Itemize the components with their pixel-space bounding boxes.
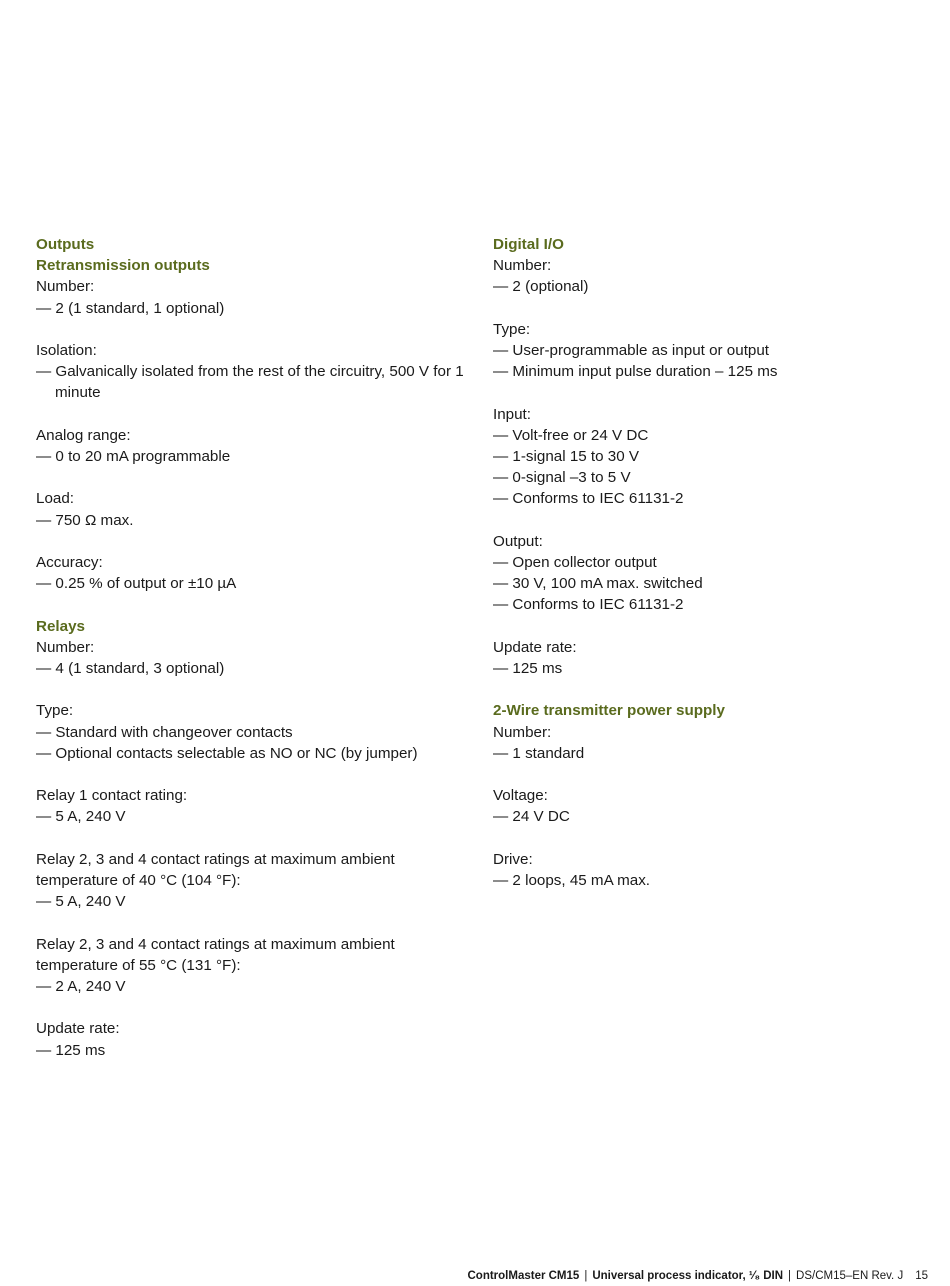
subheading-retransmission-outputs: Retransmission outputs (36, 257, 210, 275)
right-column (493, 234, 913, 891)
digital-output-label: Output: (493, 532, 543, 550)
relay234-40c-label: Relay 2, 3 and 4 contact ratings at maximum ambient temperature of 40 °C (104 °F): (36, 850, 395, 889)
digital-number-label: Number: (493, 257, 552, 275)
subheading-relays: Relays (36, 617, 85, 635)
retrans-load-value: — 750 Ω max. (36, 511, 134, 529)
footer-description: Universal process indicator, ¹⁄₈ DIN (592, 1270, 784, 1282)
footer-separator: | (788, 1270, 792, 1282)
digital-output-value: — Conforms to IEC 61131-2 (493, 596, 684, 614)
retrans-analog-value: — 0 to 20 mA programmable (36, 448, 231, 465)
section-heading-transmitter-power: 2-Wire transmitter power supply (493, 702, 725, 720)
digital-input-value: — 0-signal –3 to 5 V (493, 469, 631, 487)
retrans-isolation-value: — Galvanically isolated from the rest of the circuitry, 500 V for 1 minute (36, 363, 464, 402)
relays-number-label: Number: (36, 638, 95, 656)
retrans-accuracy-value: — 0.25 % of output or ±10 µA (36, 575, 237, 593)
relay1-rating-value: — 5 A, 240 V (36, 808, 126, 826)
left-column (36, 234, 476, 1061)
retrans-number-value: — 2 (1 standard, 1 optional) (36, 299, 225, 317)
retrans-load-label: Load: (36, 490, 75, 508)
tx-number-value: — 1 standard (493, 744, 585, 762)
digital-output-value: — 30 V, 100 mA max. switched (493, 575, 703, 593)
retrans-accuracy-label: Accuracy: (36, 553, 103, 571)
digital-update-label: Update rate: (493, 638, 577, 656)
relays-update-label: Update rate: (36, 1020, 120, 1038)
relays-update-value: — 125 ms (36, 1041, 106, 1059)
digital-type-value: — User-programmable as input or output (493, 342, 770, 359)
digital-input-label: Input: (493, 405, 531, 423)
relay1-rating-label: Relay 1 contact rating: (36, 787, 188, 805)
digital-output-value: — Open collector output (493, 554, 657, 571)
digital-number-value: — 2 (optional) (493, 278, 589, 296)
tx-drive-label: Drive: (493, 850, 533, 868)
relay234-55c-label: Relay 2, 3 and 4 contact ratings at maximum ambient temperature of 55 °C (131 °F): (36, 935, 395, 974)
footer-product: ControlMaster CM15 (467, 1270, 580, 1282)
section-heading-digital-io: Digital I/O (493, 236, 564, 253)
digital-input-value: — Conforms to IEC 61131-2 (493, 490, 684, 508)
page-footer (467, 1270, 928, 1282)
relays-type-value: — Standard with changeover contacts (36, 723, 293, 741)
relays-type-label: Type: (36, 702, 74, 720)
footer-separator: | (584, 1270, 588, 1282)
retrans-analog-label: Analog range: (36, 426, 131, 444)
digital-type-label: Type: (493, 320, 531, 338)
tx-drive-value: — 2 loops, 45 mA max. (493, 871, 651, 889)
retrans-isolation-label: Isolation: (36, 342, 97, 359)
digital-type-value: — Minimum input pulse duration – 125 ms (493, 363, 778, 381)
tx-voltage-label: Voltage: (493, 787, 548, 805)
page-number: 15 (915, 1270, 928, 1282)
tx-voltage-value: — 24 V DC (493, 808, 570, 826)
relay234-55c-value: — 2 A, 240 V (36, 977, 126, 995)
relay234-40c-value: — 5 A, 240 V (36, 893, 126, 911)
footer-doc-id: DS/CM15–EN Rev. J (796, 1270, 904, 1282)
tx-number-label: Number: (493, 723, 552, 741)
digital-update-value: — 125 ms (493, 660, 563, 677)
relays-number-value: — 4 (1 standard, 3 optional) (36, 659, 225, 677)
digital-input-value: — 1-signal 15 to 30 V (493, 448, 640, 465)
relays-type-value: — Optional contacts selectable as NO or NC (by jumper) (36, 744, 418, 762)
section-heading-outputs: Outputs (36, 236, 95, 253)
digital-input-value: — Volt-free or 24 V DC (493, 426, 649, 444)
retrans-number-label: Number: (36, 278, 95, 296)
